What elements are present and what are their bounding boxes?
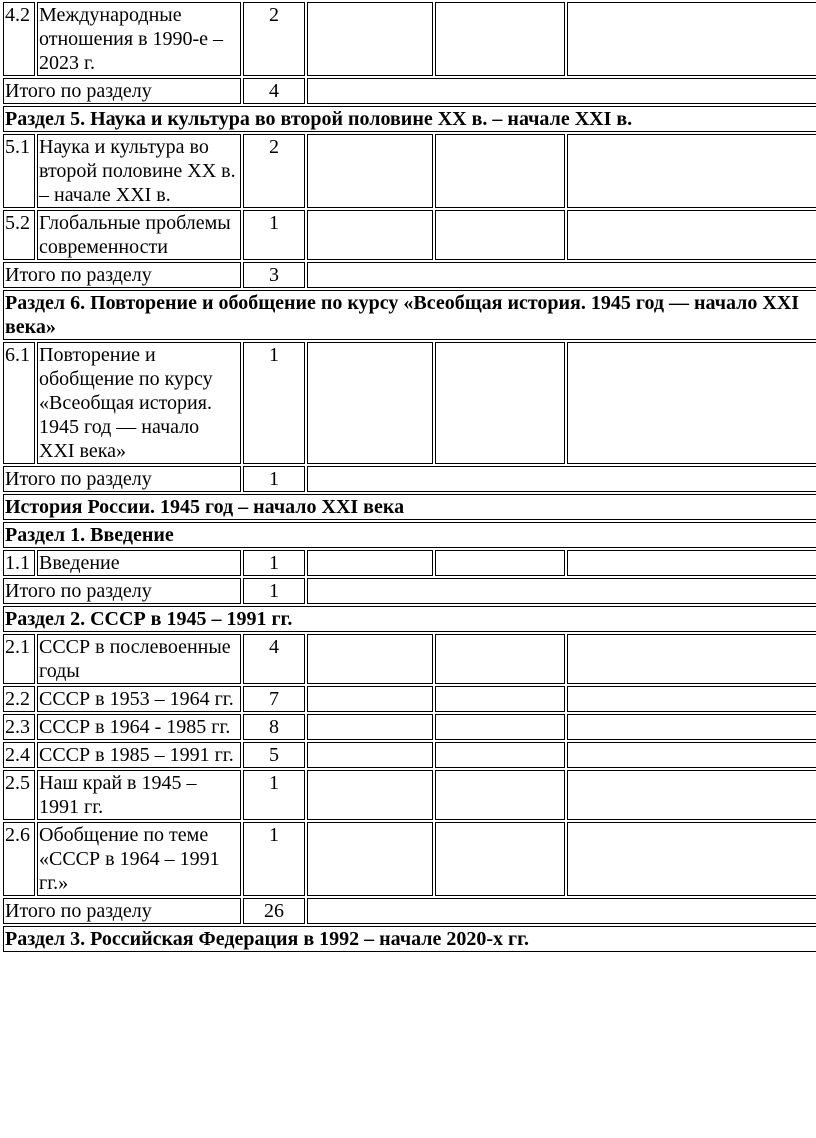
section-heading-row [3, 290, 816, 340]
empty-cell [435, 134, 565, 208]
topic-number: 2.5 [3, 770, 35, 820]
curriculum-table [1, 0, 816, 954]
topic-row [3, 342, 816, 464]
total-label: Итого по разделу [3, 78, 241, 104]
total-label: Итого по разделу [3, 578, 241, 604]
empty-cell [307, 898, 816, 924]
empty-cell [307, 550, 433, 576]
topic-row [3, 210, 816, 260]
total-hours: 1 [243, 466, 305, 492]
topic-title: Повторение и обобщение по курсу «Всеобщая история. 1945 год — начало XXI века» [37, 342, 241, 464]
empty-cell [307, 78, 816, 104]
topic-number: 4.2 [3, 2, 35, 76]
total-hours: 4 [243, 78, 305, 104]
topic-row [3, 550, 816, 576]
empty-cell [567, 2, 816, 76]
empty-cell [567, 134, 816, 208]
empty-cell [307, 466, 816, 492]
empty-cell [307, 742, 433, 768]
topic-number: 2.2 [3, 686, 35, 712]
empty-cell [435, 210, 565, 260]
topic-number: 2.3 [3, 714, 35, 740]
section-total-row [3, 578, 816, 604]
empty-cell [435, 686, 565, 712]
topic-number: 5.2 [3, 210, 35, 260]
topic-hours: 2 [243, 134, 305, 208]
section-total-row [3, 898, 816, 924]
topic-row [3, 134, 816, 208]
empty-cell [567, 550, 816, 576]
empty-cell [435, 2, 565, 76]
empty-cell [307, 822, 433, 896]
empty-cell [307, 210, 433, 260]
topic-row [3, 714, 816, 740]
topic-hours: 8 [243, 714, 305, 740]
topic-row [3, 634, 816, 684]
empty-cell [307, 134, 433, 208]
empty-cell [435, 342, 565, 464]
empty-cell [307, 634, 433, 684]
section-total-row [3, 466, 816, 492]
total-hours: 3 [243, 262, 305, 288]
topic-number: 2.4 [3, 742, 35, 768]
topic-number: 2.6 [3, 822, 35, 896]
empty-cell [435, 770, 565, 820]
topic-row [3, 2, 816, 76]
total-label: Итого по разделу [3, 466, 241, 492]
topic-title: Глобальные проблемы современности [37, 210, 241, 260]
topic-hours: 1 [243, 210, 305, 260]
topic-title: Наш край в 1945 – 1991 гг. [37, 770, 241, 820]
topic-title: СССР в послевоенные годы [37, 634, 241, 684]
section-title: Раздел 3. Российская Федерация в 1992 – начале 2020-х гг. [3, 926, 816, 952]
empty-cell [307, 262, 816, 288]
empty-cell [307, 342, 433, 464]
section-title: Раздел 1. Введение [3, 522, 816, 548]
topic-hours: 1 [243, 822, 305, 896]
topic-title: Международные отношения в 1990-е – 2023 г. [37, 2, 241, 76]
empty-cell [307, 686, 433, 712]
section-heading-row [3, 926, 816, 952]
section-total-row [3, 262, 816, 288]
section-title: Раздел 5. Наука и культура во второй половине XX в. – начале XXI в. [3, 106, 816, 132]
topic-hours: 7 [243, 686, 305, 712]
empty-cell [307, 2, 433, 76]
empty-cell [435, 714, 565, 740]
topic-hours: 1 [243, 770, 305, 820]
section-heading-row [3, 494, 816, 520]
topic-row [3, 822, 816, 896]
topic-hours: 4 [243, 634, 305, 684]
total-label: Итого по разделу [3, 898, 241, 924]
empty-cell [567, 686, 816, 712]
section-total-row [3, 78, 816, 104]
empty-cell [307, 770, 433, 820]
empty-cell [435, 822, 565, 896]
topic-title: Обобщение по теме «СССР в 1964 – 1991 гг.» [37, 822, 241, 896]
empty-cell [307, 714, 433, 740]
topic-title: СССР в 1964 - 1985 гг. [37, 714, 241, 740]
empty-cell [567, 342, 816, 464]
topic-row [3, 742, 816, 768]
empty-cell [435, 742, 565, 768]
empty-cell [435, 634, 565, 684]
section-title: Раздел 6. Повторение и обобщение по курсу «Всеобщая история. 1945 год — начало XXI века» [3, 290, 816, 340]
topic-number: 5.1 [3, 134, 35, 208]
topic-title: Наука и культура во второй половине XX в. – начале XXI в. [37, 134, 241, 208]
topic-row [3, 686, 816, 712]
topic-title: Введение [37, 550, 241, 576]
topic-number: 1.1 [3, 550, 35, 576]
total-hours: 26 [243, 898, 305, 924]
empty-cell [567, 714, 816, 740]
empty-cell [567, 634, 816, 684]
topic-title: СССР в 1985 – 1991 гг. [37, 742, 241, 768]
total-hours: 1 [243, 578, 305, 604]
empty-cell [435, 550, 565, 576]
section-heading-row [3, 522, 816, 548]
empty-cell [567, 742, 816, 768]
empty-cell [567, 210, 816, 260]
topic-title: СССР в 1953 – 1964 гг. [37, 686, 241, 712]
empty-cell [307, 578, 816, 604]
section-heading-row [3, 606, 816, 632]
topic-hours: 5 [243, 742, 305, 768]
topic-number: 6.1 [3, 342, 35, 464]
empty-cell [567, 822, 816, 896]
topic-hours: 1 [243, 342, 305, 464]
topic-hours: 2 [243, 2, 305, 76]
section-heading-row [3, 106, 816, 132]
topic-number: 2.1 [3, 634, 35, 684]
curriculum-table-body [3, 2, 816, 952]
topic-row [3, 770, 816, 820]
empty-cell [567, 770, 816, 820]
section-title: История России. 1945 год – начало XXI века [3, 494, 816, 520]
topic-hours: 1 [243, 550, 305, 576]
section-title: Раздел 2. СССР в 1945 – 1991 гг. [3, 606, 816, 632]
total-label: Итого по разделу [3, 262, 241, 288]
